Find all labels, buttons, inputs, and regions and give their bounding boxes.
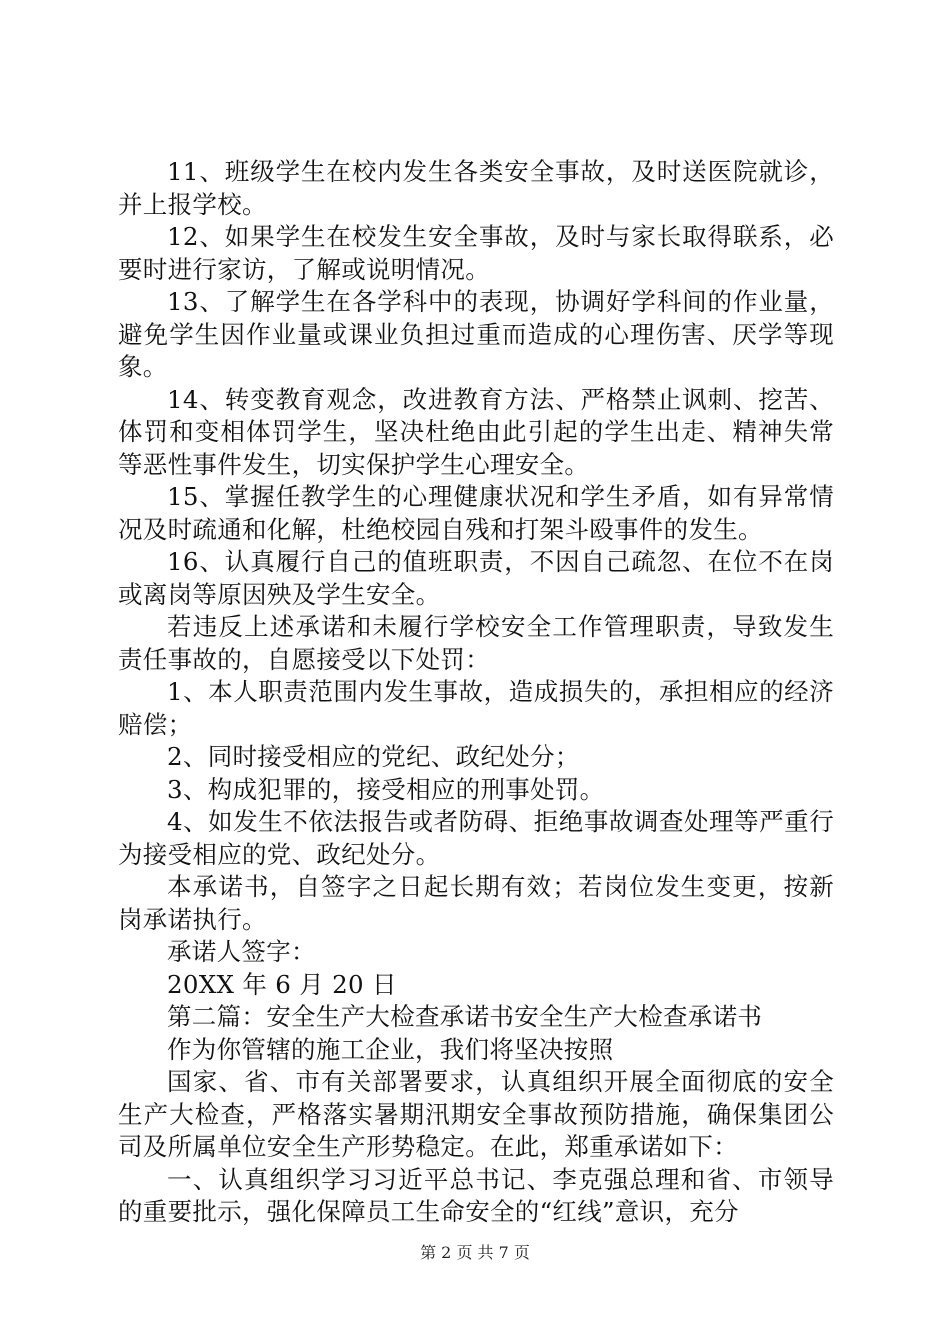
section-two-paragraph-2: 一、认真组织学习习近平总书记、李克强总理和省、市领导的重要批示，强化保障员工生命安全的“红线”意识，充分: [118, 1164, 834, 1226]
penalty-1: 1、本人职责范围内发生事故，造成损失的，承担相应的经济赔偿；: [118, 677, 834, 739]
paragraph-violation: 若违反上述承诺和未履行学校安全工作管理职责，导致发生责任事故的，自愿接受以下处罚：: [118, 612, 834, 674]
paragraph-15: 15、掌握任教学生的心理健康状况和学生矛盾，如有异常情况及时疏通和化解，杜绝校园自残和打架斗殴事件的发生。: [118, 482, 834, 544]
paragraph-16: 16、认真履行自己的值班职责，不因自己疏忽、在位不在岗或离岗等原因殃及学生安全。: [118, 547, 834, 609]
signature-line: 承诺人签字：: [167, 937, 316, 966]
section-two-title: 第二篇：安全生产大检查承诺书安全生产大检查承诺书: [167, 1002, 763, 1031]
penalty-3: 3、构成犯罪的，接受相应的刑事处罚。: [167, 774, 605, 804]
penalty-4: 4、如发生不依法报告或者防碍、拒绝事故调查处理等严重行为接受相应的党、政纪处分。: [118, 807, 834, 869]
date-line: 20XX 年 6 月 20 日: [167, 969, 397, 999]
paragraph-14: 14、转变教育观念，改进教育方法、严格禁止讽刺、挖苦、体罚和变相体罚学生，坚决杜绝由此引起的学生出走、精神失常等恶性事件发生，切实保护学生心理安全。: [118, 384, 834, 479]
paragraph-12: 12、如果学生在校发生安全事故，及时与家长取得联系，必要时进行家访，了解或说明情况。: [118, 222, 834, 284]
paragraph-13: 13、了解学生在各学科中的表现，协调好学科间的作业量，避免学生因作业量或课业负担过重而造成的心理伤害、厌学等现象。: [118, 287, 834, 381]
validity-statement: 本承诺书，自签字之日起长期有效；若岗位发生变更，按新岗承诺执行。: [118, 872, 834, 934]
section-two-paragraph-1: 国家、省、市有关部署要求，认真组织开展全面彻底的安全生产大检查，严格落实暑期汛期安全事故预防措施，确保集团公司及所属单位安全生产形势稳定。在此，郑重承诺如下：: [118, 1067, 834, 1161]
paragraph-11: 11、班级学生在校内发生各类安全事故，及时送医院就诊，并上报学校。: [118, 157, 834, 219]
penalty-2: 2、同时接受相应的党纪、政纪处分；: [167, 742, 580, 771]
page-footer: 第 2 页 共 7 页: [420, 1243, 530, 1262]
document-body: [118, 156, 834, 1229]
section-two-intro: 作为你管辖的施工企业，我们将坚决按照: [167, 1034, 614, 1064]
